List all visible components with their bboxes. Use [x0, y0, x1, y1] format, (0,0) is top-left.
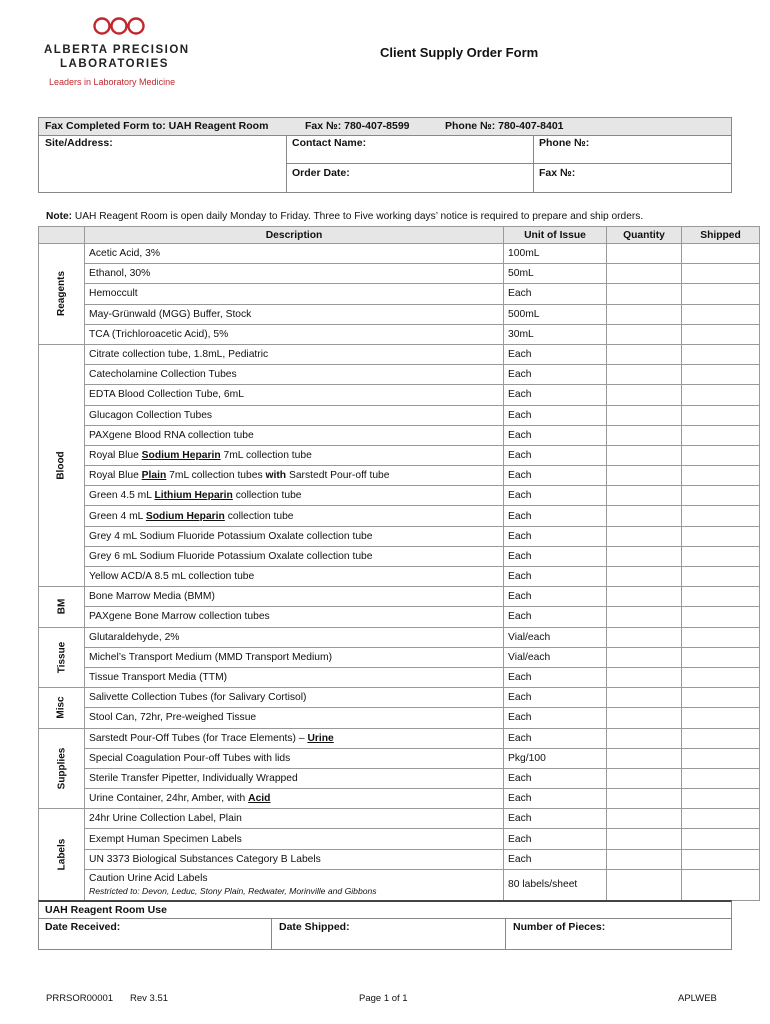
item-unit: Pkg/100: [504, 748, 607, 768]
table-row: [39, 244, 760, 264]
quantity-cell[interactable]: [607, 405, 682, 425]
table-row: [39, 708, 760, 728]
uah-use-box: [38, 900, 732, 950]
shipped-cell[interactable]: [682, 425, 760, 445]
item-description: Urine Container, 24hr, Amber, with Acid: [85, 789, 504, 809]
item-description: 24hr Urine Collection Label, Plain: [85, 809, 504, 829]
quantity-cell[interactable]: [607, 849, 682, 869]
table-row: [39, 546, 760, 566]
item-description: Green 4.5 mL Lithium Heparin collection tube: [85, 486, 504, 506]
item-description: May-Grünwald (MGG) Buffer, Stock: [85, 304, 504, 324]
table-row: [39, 748, 760, 768]
quantity-cell[interactable]: [607, 728, 682, 748]
shipped-cell[interactable]: [682, 284, 760, 304]
quantity-cell[interactable]: [607, 688, 682, 708]
table-row: [39, 445, 760, 465]
table-row: [39, 425, 760, 445]
item-unit: Each: [504, 849, 607, 869]
table-row: [39, 768, 760, 788]
quantity-cell[interactable]: [607, 768, 682, 788]
table-row: [39, 264, 760, 284]
item-unit: Each: [504, 284, 607, 304]
category-labels: Labels: [39, 809, 85, 901]
item-unit: Each: [504, 486, 607, 506]
shipped-cell[interactable]: [682, 647, 760, 667]
table-row: [39, 688, 760, 708]
page-number: Page 1 of 1: [359, 993, 408, 1004]
quantity-cell[interactable]: [607, 708, 682, 728]
logo-line-2: LABORATORIES: [60, 58, 169, 70]
item-description: Citrate collection tube, 1.8mL, Pediatric: [85, 344, 504, 364]
item-description: Ethanol, 30%: [85, 264, 504, 284]
item-unit: Each: [504, 546, 607, 566]
item-unit: Each: [504, 809, 607, 829]
item-unit: 100mL: [504, 244, 607, 264]
item-unit: Each: [504, 587, 607, 607]
site-address-field[interactable]: Site/Address:: [45, 137, 113, 149]
item-unit: Vial/each: [504, 627, 607, 647]
item-unit: Each: [504, 466, 607, 486]
contact-header-box: [38, 117, 732, 193]
fax-field[interactable]: Fax №:: [539, 167, 576, 179]
quantity-cell[interactable]: [607, 526, 682, 546]
table-row: [39, 304, 760, 324]
page-title: Client Supply Order Form: [380, 45, 539, 60]
item-unit: Each: [504, 688, 607, 708]
item-description: Glutaraldehyde, 2%: [85, 627, 504, 647]
supply-table: [38, 226, 760, 901]
table-row: [39, 486, 760, 506]
quantity-cell[interactable]: [607, 869, 682, 900]
shipped-cell[interactable]: [682, 304, 760, 324]
shipped-cell[interactable]: [682, 829, 760, 849]
item-unit: Each: [504, 344, 607, 364]
category-tissue: Tissue: [39, 627, 85, 688]
shipped-cell[interactable]: [682, 869, 760, 900]
col-unit: Unit of Issue: [504, 227, 607, 244]
table-row: [39, 324, 760, 344]
shipped-cell[interactable]: [682, 526, 760, 546]
quantity-cell[interactable]: [607, 344, 682, 364]
category-blood: Blood: [39, 344, 85, 586]
shipped-cell[interactable]: [682, 405, 760, 425]
quantity-cell[interactable]: [607, 546, 682, 566]
item-unit: Each: [504, 708, 607, 728]
quantity-cell[interactable]: [607, 587, 682, 607]
shipped-cell[interactable]: [682, 506, 760, 526]
quantity-cell[interactable]: [607, 607, 682, 627]
shipped-cell[interactable]: [682, 728, 760, 748]
shipped-cell[interactable]: [682, 587, 760, 607]
quantity-cell[interactable]: [607, 425, 682, 445]
col-description: Description: [85, 227, 504, 244]
table-row: [39, 526, 760, 546]
shipped-cell[interactable]: [682, 244, 760, 264]
item-unit: Each: [504, 365, 607, 385]
quantity-cell[interactable]: [607, 244, 682, 264]
quantity-cell[interactable]: [607, 486, 682, 506]
item-description: Stool Can, 72hr, Pre-weighed Tissue: [85, 708, 504, 728]
shipped-cell[interactable]: [682, 324, 760, 344]
fax-to-label: Fax Completed Form to: UAH Reagent Room: [45, 120, 269, 132]
table-row: [39, 627, 760, 647]
shipped-cell[interactable]: [682, 385, 760, 405]
item-unit: Each: [504, 829, 607, 849]
quantity-cell[interactable]: [607, 264, 682, 284]
table-row: [39, 667, 760, 687]
item-description: Acetic Acid, 3%: [85, 244, 504, 264]
item-description: Royal Blue Plain 7mL collection tubes with Sarstedt Pour-off tube: [85, 466, 504, 486]
table-row: [39, 405, 760, 425]
item-unit: Each: [504, 445, 607, 465]
shipped-cell[interactable]: [682, 667, 760, 687]
date-received-field[interactable]: Date Received:: [45, 921, 121, 933]
date-shipped-field[interactable]: Date Shipped:: [279, 921, 350, 933]
quantity-cell[interactable]: [607, 284, 682, 304]
col-quantity: Quantity: [607, 227, 682, 244]
item-description: PAXgene Bone Marrow collection tubes: [85, 607, 504, 627]
item-unit: Each: [504, 506, 607, 526]
item-description: Green 4 mL Sodium Heparin collection tube: [85, 506, 504, 526]
item-description: Glucagon Collection Tubes: [85, 405, 504, 425]
item-unit: Vial/each: [504, 647, 607, 667]
shipped-cell[interactable]: [682, 486, 760, 506]
item-unit: Each: [504, 425, 607, 445]
item-unit: 30mL: [504, 324, 607, 344]
shipped-cell[interactable]: [682, 708, 760, 728]
shipped-cell[interactable]: [682, 344, 760, 364]
item-unit: Each: [504, 567, 607, 587]
shipped-cell[interactable]: [682, 445, 760, 465]
item-description: Catecholamine Collection Tubes: [85, 365, 504, 385]
table-row: [39, 567, 760, 587]
table-row: [39, 647, 760, 667]
table-row: [39, 385, 760, 405]
uah-heading: UAH Reagent Room Use: [45, 904, 167, 916]
item-description: Sarstedt Pour-Off Tubes (for Trace Elements) – Urine: [85, 728, 504, 748]
item-unit: Each: [504, 526, 607, 546]
item-unit: Each: [504, 667, 607, 687]
item-description: Michel’s Transport Medium (MMD Transport Medium): [85, 647, 504, 667]
item-description: Tissue Transport Media (TTM): [85, 667, 504, 687]
item-description: TCA (Trichloroacetic Acid), 5%: [85, 324, 504, 344]
quantity-cell[interactable]: [607, 324, 682, 344]
quantity-cell[interactable]: [607, 466, 682, 486]
quantity-cell[interactable]: [607, 385, 682, 405]
item-description: Hemoccult: [85, 284, 504, 304]
item-unit: Each: [504, 405, 607, 425]
item-unit: Each: [504, 789, 607, 809]
item-description: Salivette Collection Tubes (for Salivary Cortisol): [85, 688, 504, 708]
order-date-field[interactable]: Order Date:: [292, 167, 350, 179]
category-reagents: Reagents: [39, 244, 85, 345]
quantity-cell[interactable]: [607, 627, 682, 647]
item-description: Sterile Transfer Pipetter, Individually Wrapped: [85, 768, 504, 788]
item-unit: Each: [504, 768, 607, 788]
table-row: [39, 789, 760, 809]
quantity-cell[interactable]: [607, 829, 682, 849]
quantity-cell[interactable]: [607, 647, 682, 667]
shipped-cell[interactable]: [682, 607, 760, 627]
shipped-cell[interactable]: [682, 789, 760, 809]
item-description: Caution Urine Acid Labels Restricted to: Devon, Leduc, Stony Plain, Redwater, Morinville and Gibbons: [85, 869, 504, 900]
quantity-cell[interactable]: [607, 667, 682, 687]
item-description: EDTA Blood Collection Tube, 6mL: [85, 385, 504, 405]
category-supplies: Supplies: [39, 728, 85, 809]
form-code: PRRSOR00001: [46, 993, 114, 1004]
shipped-cell[interactable]: [682, 567, 760, 587]
quantity-cell[interactable]: [607, 304, 682, 324]
table-row: [39, 284, 760, 304]
quantity-cell[interactable]: [607, 789, 682, 809]
table-row: [39, 365, 760, 385]
category-misc: Misc: [39, 688, 85, 728]
shipped-cell[interactable]: [682, 546, 760, 566]
logo-line-1: ALBERTA PRECISION: [44, 44, 190, 56]
shipped-cell[interactable]: [682, 627, 760, 647]
quantity-cell[interactable]: [607, 506, 682, 526]
item-description: PAXgene Blood RNA collection tube: [85, 425, 504, 445]
phone-number: Phone №: 780-407-8401: [445, 120, 564, 132]
item-description: Exempt Human Specimen Labels: [85, 829, 504, 849]
quantity-cell[interactable]: [607, 809, 682, 829]
shipped-cell[interactable]: [682, 849, 760, 869]
item-description: Grey 4 mL Sodium Fluoride Potassium Oxalate collection tube: [85, 526, 504, 546]
table-row: [39, 809, 760, 829]
item-unit: 500mL: [504, 304, 607, 324]
table-row: [39, 829, 760, 849]
shipped-cell[interactable]: [682, 809, 760, 829]
category-bm: BM: [39, 587, 85, 627]
table-row: [39, 344, 760, 364]
fax-number: Fax №: 780-407-8599: [305, 120, 410, 132]
quantity-cell[interactable]: [607, 445, 682, 465]
item-description: Royal Blue Sodium Heparin 7mL collection tube: [85, 445, 504, 465]
col-shipped: Shipped: [682, 227, 760, 244]
table-row: [39, 849, 760, 869]
item-unit: Each: [504, 728, 607, 748]
item-unit: 80 labels/sheet: [504, 869, 607, 900]
table-row: [39, 587, 760, 607]
item-description: Yellow ACD/A 8.5 mL collection tube: [85, 567, 504, 587]
phone-field[interactable]: Phone №:: [539, 137, 590, 149]
quantity-cell[interactable]: [607, 748, 682, 768]
contact-name-field[interactable]: Contact Name:: [292, 137, 367, 149]
shipped-cell[interactable]: [682, 688, 760, 708]
item-unit: Each: [504, 385, 607, 405]
quantity-cell[interactable]: [607, 365, 682, 385]
shipped-cell[interactable]: [682, 748, 760, 768]
logo-tagline: Leaders in Laboratory Medicine: [49, 77, 176, 87]
table-row: [39, 869, 760, 900]
footer-right-code: APLWEB: [678, 993, 717, 1004]
table-row: [39, 506, 760, 526]
logo-rings-icon: [93, 14, 145, 38]
shipped-cell[interactable]: [682, 264, 760, 284]
item-description: Grey 6 mL Sodium Fluoride Potassium Oxalate collection tube: [85, 546, 504, 566]
number-of-pieces-field[interactable]: Number of Pieces:: [513, 921, 606, 933]
table-row: [39, 607, 760, 627]
shipped-cell[interactable]: [682, 768, 760, 788]
item-description: Special Coagulation Pour-off Tubes with lids: [85, 748, 504, 768]
item-unit: 50mL: [504, 264, 607, 284]
shipped-cell[interactable]: [682, 365, 760, 385]
item-description: UN 3373 Biological Substances Category B Labels: [85, 849, 504, 869]
table-row: [39, 728, 760, 748]
quantity-cell[interactable]: [607, 567, 682, 587]
item-description: Bone Marrow Media (BMM): [85, 587, 504, 607]
shipped-cell[interactable]: [682, 466, 760, 486]
note-text: Note: UAH Reagent Room is open daily Monday to Friday. Three to Five working days’ notice is required to prepare and ship orders.: [46, 211, 644, 222]
table-row: [39, 466, 760, 486]
item-unit: Each: [504, 607, 607, 627]
form-revision: Rev 3.51: [130, 993, 169, 1004]
